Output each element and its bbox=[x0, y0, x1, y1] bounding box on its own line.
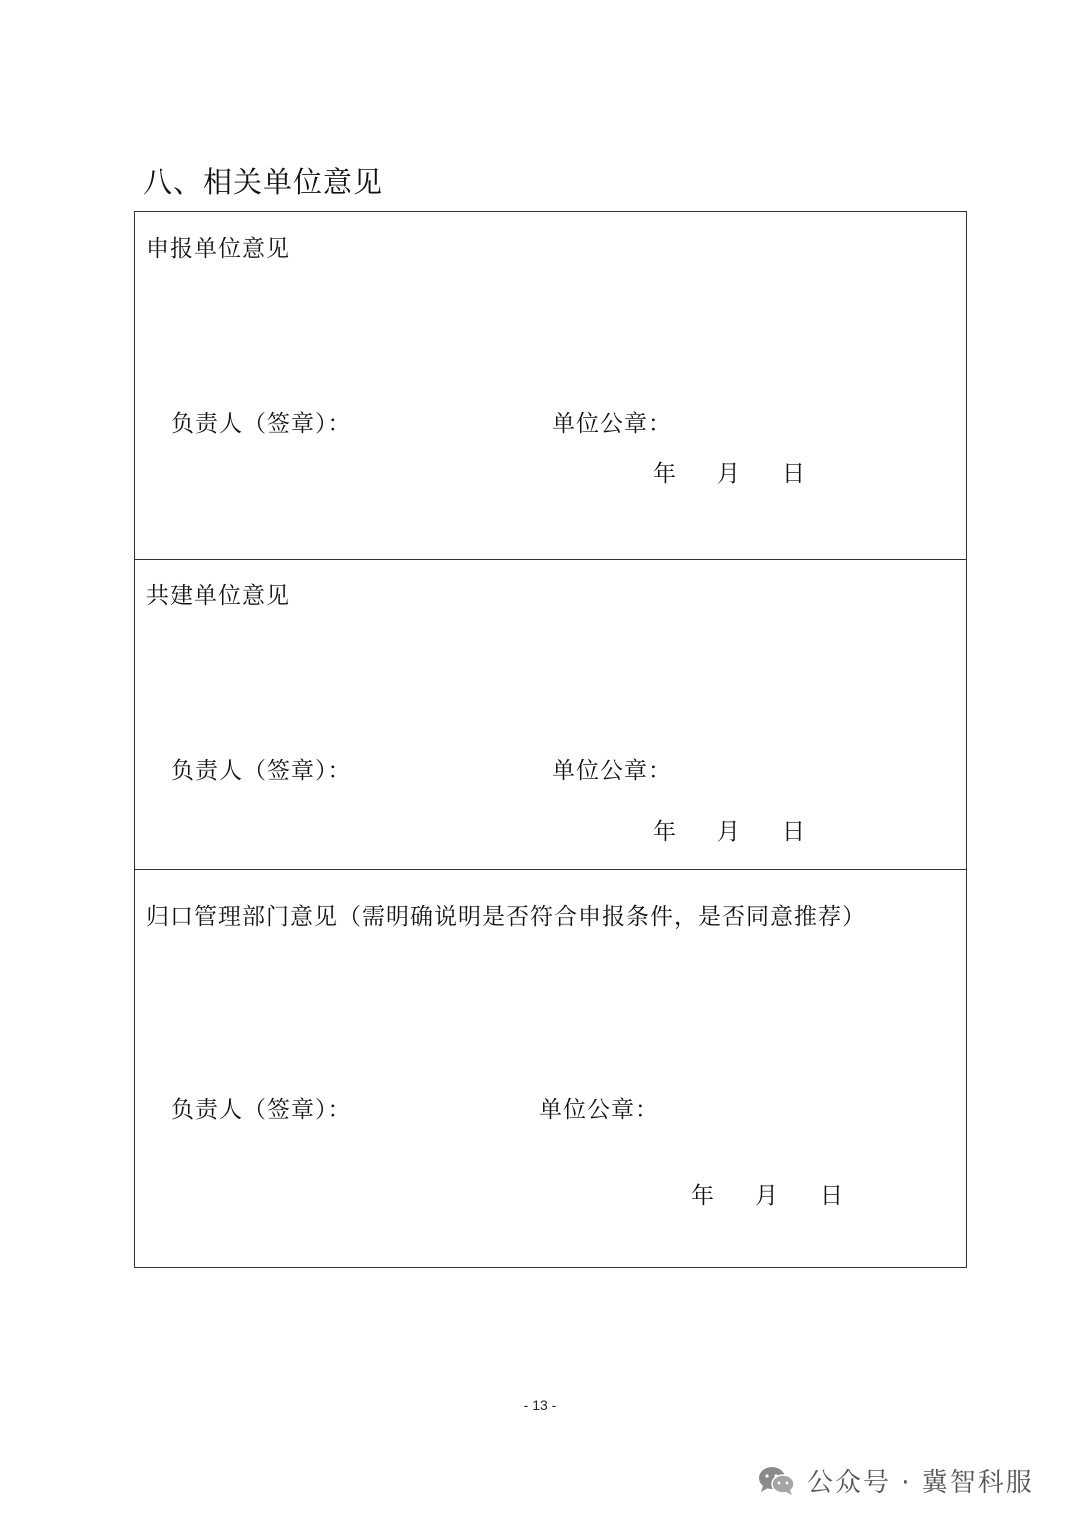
date-year: 年 bbox=[691, 1183, 714, 1209]
applicant-signer-label: 负责人（签章）： bbox=[171, 411, 352, 437]
co-builder-unit-row bbox=[135, 559, 966, 869]
page-number: - 13 - bbox=[523, 1397, 557, 1413]
wechat-icon bbox=[757, 1465, 797, 1497]
date-month: 月 bbox=[717, 819, 740, 845]
date-day: 日 bbox=[782, 819, 805, 845]
opinion-table bbox=[134, 211, 967, 1268]
date-day: 日 bbox=[820, 1183, 843, 1209]
management-seal-label: 单位公章： bbox=[539, 1097, 659, 1123]
date-year: 年 bbox=[653, 819, 676, 845]
applicant-date bbox=[653, 455, 805, 488]
watermark-text: 公众号 · 冀智科服 bbox=[807, 1468, 1034, 1498]
management-date bbox=[691, 1177, 843, 1210]
co-builder-date bbox=[653, 813, 805, 846]
watermark bbox=[757, 1462, 1034, 1499]
date-year: 年 bbox=[653, 461, 676, 487]
section-title: 八、相关单位意见 bbox=[143, 165, 384, 199]
co-builder-seal-label: 单位公章： bbox=[552, 758, 672, 784]
applicant-seal-label: 单位公章： bbox=[552, 411, 672, 437]
management-dept-title: 归口管理部门意见（需明确说明是否符合申报条件，是否同意推荐） bbox=[146, 904, 866, 930]
applicant-unit-title: 申报单位意见 bbox=[146, 236, 290, 262]
date-day: 日 bbox=[782, 461, 805, 487]
management-dept-row bbox=[135, 869, 966, 1267]
date-month: 月 bbox=[755, 1183, 778, 1209]
applicant-unit-row bbox=[135, 212, 966, 559]
management-signer-label: 负责人（签章）： bbox=[171, 1097, 352, 1123]
date-month: 月 bbox=[717, 461, 740, 487]
co-builder-unit-title: 共建单位意见 bbox=[146, 583, 290, 609]
co-builder-signer-label: 负责人（签章）： bbox=[171, 758, 352, 784]
